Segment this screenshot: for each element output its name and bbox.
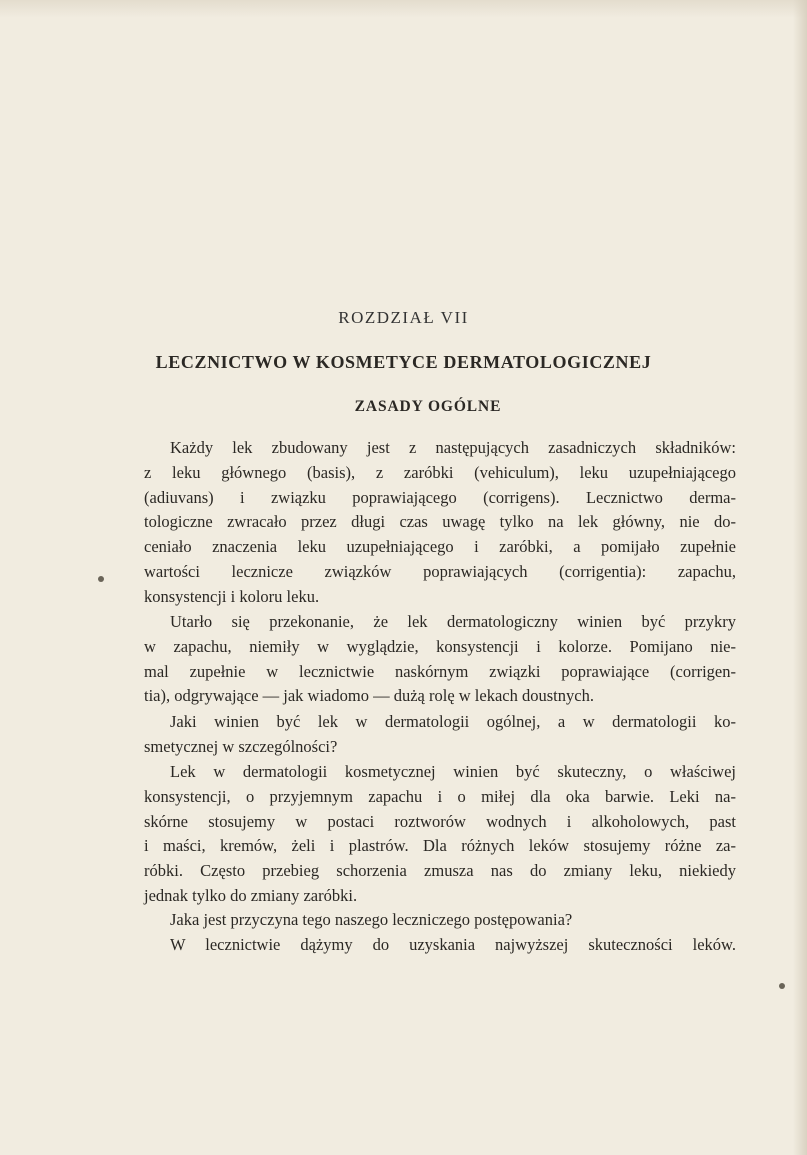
text-line: tia), odgrywające — jak wiadomo — dużą rolę w lekach doustnych. xyxy=(144,686,594,706)
text-line: Utarło się przekonanie, że lek dermatologiczny winien być przykry xyxy=(170,612,736,631)
text-line: róbki. Często przebieg schorzenia zmusza nas do zmiany leku, niekiedy xyxy=(144,861,736,881)
text-line: konsystencji i koloru leku. xyxy=(144,586,320,606)
page-top-shadow xyxy=(0,0,807,18)
text-line: (adiuvans) i związku poprawiającego (corrigens). Lecznictwo derma- xyxy=(144,487,736,507)
margin-dot xyxy=(98,576,104,582)
paragraph-2 xyxy=(144,610,736,709)
text-line: ceniało znaczenia leku uzupełniającego i zaróbki, a pomijało zupełnie xyxy=(144,537,736,557)
text-line: wartości lecznicze związków poprawiających (corrigentia): zapachu, xyxy=(144,561,736,581)
text-line: Jaki winien być lek w dermatologii ogólnej, a w dermatologii ko- xyxy=(170,712,736,731)
section-title: ZASADY OGÓLNE xyxy=(354,398,502,415)
text-line: W lecznictwie dążymy do uzyskania najwyższej skuteczności leków. xyxy=(170,934,736,954)
text-line: mal zupełnie w lecznictwie naskórnym związki poprawiające (corrigen- xyxy=(144,661,736,681)
text-line: smetycznej w szczególności? xyxy=(144,736,338,756)
text-line: i maści, kremów, żeli i plastrów. Dla różnych leków stosujemy różne za- xyxy=(144,836,736,856)
text-line: z leku głównego (basis), z zaróbki (vehiculum), leku uzupełniającego xyxy=(144,462,736,482)
page-edge-shadow xyxy=(793,0,807,1155)
text-line: Każdy lek zbudowany jest z następujących zasadniczych składników: xyxy=(170,438,736,457)
text-line: konsystencji, o przyjemnym zapachu i o miłej dla oka barwie. Leki na- xyxy=(144,786,736,806)
paragraph-1 xyxy=(144,436,736,610)
text-line: Jaka jest przyczyna tego naszego leczniczego postępowania? xyxy=(170,910,573,929)
paragraph-5 xyxy=(144,908,736,958)
paragraph-3 xyxy=(144,710,736,760)
text-line: tologiczne zwracało przez długi czas uwagę tylko na lek główny, nie do- xyxy=(144,512,736,532)
text-line: Lek w dermatologii kosmetycznej winien być skuteczny, o właściwej xyxy=(170,762,736,781)
chapter-title: LECZNICTWO W KOSMETYCE DERMATOLOGICZNEJ xyxy=(155,352,652,372)
text-line: skórne stosujemy w postaci roztworów wodnych i alkoholowych, past xyxy=(144,811,736,831)
paragraph-4 xyxy=(144,760,736,909)
chapter-label: ROZDZIAŁ VII xyxy=(338,308,469,327)
margin-dot xyxy=(779,983,785,989)
text-line: w zapachu, niemiły w wyglądzie, konsystencji i kolorze. Pomijano nie- xyxy=(144,636,736,656)
text-line: jednak tylko do zmiany zaróbki. xyxy=(144,885,358,905)
